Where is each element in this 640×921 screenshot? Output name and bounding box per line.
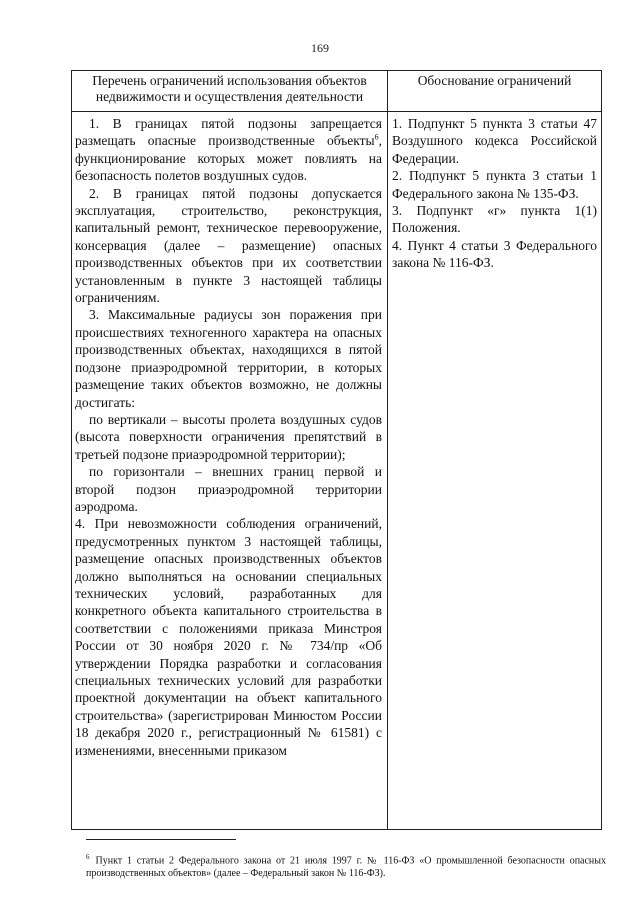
restrictions-table bbox=[71, 70, 602, 830]
restriction-item-1 bbox=[75, 115, 382, 185]
page-number: 169 bbox=[311, 41, 329, 55]
restriction-item-4: 4. При невозможности соблюдения ограничений, предусмотренных пунктом 3 настоящей таблицы, размещение опасных производственных объектов должно выполняться на основании специальных технических условий, разработанных для конкретного объекта капитального строительства в соответствии с положениями приказа Минстроя России от 30 ноября 2020 г. № 734/пр «Об утверждении Порядка разработки и согласования специальных технических условий для разработки проектной документации на объект капитального строительства» (зарегистрирован Минюстом России 18 декабря 2020 г., регистрационный № 61581) с изменениями, внесенными приказом bbox=[75, 516, 382, 758]
restrictions-cell bbox=[72, 112, 388, 830]
justification-cell bbox=[388, 112, 602, 830]
justification-item-4: 4. Пункт 4 статьи 3 Федерального закона № 116-ФЗ. bbox=[392, 237, 597, 271]
justification-item-2: 2. Подпункт 5 пункта 3 статьи 1 Федерального закона № 135-ФЗ. bbox=[392, 168, 597, 201]
justification-item-1: 1. Подпункт 5 пункта 3 статьи 47 Воздушного кодекса Российской Федерации. bbox=[392, 116, 597, 166]
header-restrictions-list: Перечень ограничений использования объектов недвижимости и осуществления деятельности bbox=[72, 71, 388, 112]
footnote-ref: 6 bbox=[374, 132, 379, 142]
footnote bbox=[86, 851, 606, 880]
restriction-item-2: 2. В границах пятой подзоны допускается эксплуатация, строительство, реконструкция, капитальный ремонт, техническое перевооружение, консервация (далее – размещение) опасных производственных объектов при их соответствии установленным в пункте 3 настоящей таблицы ограничениям. bbox=[75, 185, 382, 306]
table-row bbox=[72, 112, 602, 830]
footnote-divider bbox=[86, 839, 236, 840]
restriction-item-3-vertical: по вертикали – высоты пролета воздушных судов (высота поверхности ограничения препятствий в третьей подзоне приаэродромной территории); bbox=[75, 411, 382, 462]
table-header-row bbox=[72, 71, 602, 112]
restriction-item-3-horizontal: по горизонтали – внешних границ первой и второй подзон приаэродромной территории аэродрома. bbox=[75, 464, 382, 514]
footnote-mark: 6 bbox=[86, 853, 90, 861]
justification-item-3: 3. Подпункт «г» пункта 1(1) Положения. bbox=[392, 203, 597, 236]
restriction-item-1-tail: , функционирование которых может повлиять на безопасность полетов воздушных судов. bbox=[75, 133, 382, 184]
header-justification: Обоснование ограничений bbox=[388, 71, 602, 112]
footnote-text: Пункт 1 статьи 2 Федерального закона от 21 июля 1997 г. № 116-ФЗ «О промышленной безопасности опасных производственных объектов» (далее – Федеральный закон № 116-ФЗ). bbox=[86, 855, 606, 880]
restriction-item-1-text: 1. В границах пятой подзоны запрещается размещать опасные производственные объекты bbox=[75, 116, 382, 149]
restriction-item-3: 3. Максимальные радиусы зон поражения при происшествиях техногенного характера на опасных производственных объектах, находящихся в пятой подзоне приаэродромной территории, в которых размещение таких объектов возможно, не должны достигать: bbox=[75, 307, 382, 410]
